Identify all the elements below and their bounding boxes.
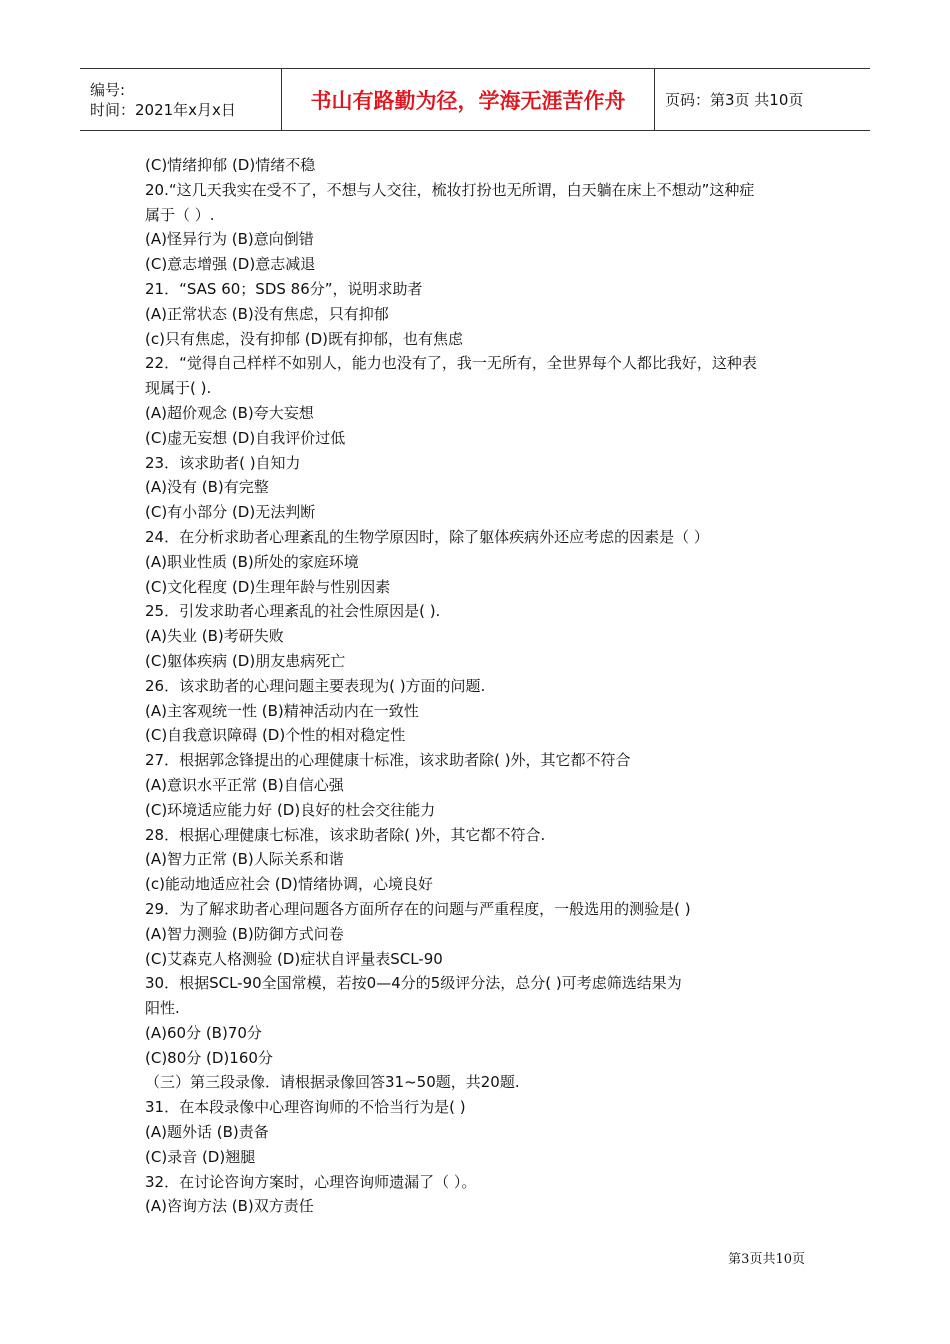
text-line: (c)只有焦虑，没有抑郁 (D)既有抑郁，也有焦虑	[145, 329, 463, 348]
text-line: 27．根据郭念锋提出的心理健康十标准，该求助者除( )外，其它都不符合	[145, 751, 631, 770]
text-line: (C)环境适应能力好 (D)良好的杜会交往能力	[145, 800, 436, 819]
text-line: (A)职业性质 (B)所处的家庭环境	[145, 552, 359, 571]
text-line: 25．引发求助者心理紊乱的社会性原因是( ).	[145, 602, 441, 621]
text-line: (A)怪异行为 (B)意向倒错	[145, 230, 314, 249]
header-page-label: 页码：第3页 共10页	[665, 91, 804, 109]
header-motto: 书山有路勤为径，学海无涯苦作舟	[281, 69, 655, 130]
document-number-label: 编号:	[90, 80, 126, 99]
text-line: 21．“SAS 60；SDS 86分”，说明求助者	[145, 279, 423, 298]
text-line: 30．根据SCL-90全国常模，若按0—4分的5级评分法，总分( )可考虑筛选结果为	[145, 974, 682, 993]
text-line: 28．根据心理健康七标准，该求助者除( )外，其它都不符合.	[145, 825, 546, 844]
text-line: 阳性.	[145, 999, 180, 1018]
header-meta	[80, 69, 281, 130]
text-line: (A)60分 (B)70分	[145, 1023, 262, 1042]
text-line: (A)正常状态 (B)没有焦虑，只有抑郁	[145, 304, 389, 323]
text-line: (c)能动地适应社会 (D)情绪协调，心境良好	[145, 875, 433, 894]
text-line: (C)躯体疾病 (D)朋友患病死亡	[145, 651, 346, 670]
text-line: (A)失业 (B)考研失败	[145, 627, 284, 646]
text-line: 属于（ ）.	[145, 205, 215, 224]
document-time-label: 时间：2021年x月x日	[90, 100, 236, 119]
text-line: (A)题外话 (B)责备	[145, 1123, 269, 1142]
text-line: (A)主客观统一性 (B)精神活动内在一致性	[145, 701, 419, 720]
text-line: (C)文化程度 (D)生理年龄与性别因素	[145, 577, 391, 596]
text-line: (A)意识水平正常 (B)自信心强	[145, 775, 344, 794]
document-body	[145, 153, 825, 1219]
text-line: 26．该求助者的心理问题主要表现为( )方面的问题.	[145, 676, 486, 695]
page-footer: 第3页共10页	[728, 1252, 805, 1267]
text-line: 20.“这几天我实在受不了，不想与人交往，梳妆打扮也无所谓，白天躺在床上不想动”这种症	[145, 180, 755, 199]
text-line: 29．为了解求助者心理问题各方面所存在的问题与严重程度，一般选用的测验是( )	[145, 899, 691, 918]
text-line: (C)情绪抑郁 (D)情绪不稳	[145, 156, 316, 174]
text-line: (A)智力正常 (B)人际关系和谐	[145, 850, 344, 869]
text-line: (C)有小部分 (D)无法判断	[145, 503, 316, 522]
text-line: 24．在分析求助者心理紊乱的生物学原因时，除了躯体疾病外还应考虑的因素是（ ）	[145, 527, 709, 546]
text-line: (A)没有 (B)有完整	[145, 478, 269, 497]
text-line: (C)自我意识障碍 (D)个性的相对稳定性	[145, 726, 406, 745]
text-line: 32．在讨论咨询方案时，心理咨询师遗漏了（ ）。	[145, 1172, 477, 1191]
text-line: （三）第三段录像．请根据录像回答31~50题，共20题.	[145, 1073, 520, 1092]
text-line: (C)意志增强 (D)意志减退	[145, 255, 316, 274]
text-line: (C)艾森克人格测验 (D)症状自评量表SCL-90	[145, 949, 443, 968]
text-line: (C)虚无妄想 (D)自我评价过低	[145, 428, 346, 447]
text-line: 31．在本段录像中心理咨询师的不恰当行为是( )	[145, 1098, 466, 1117]
text-line: (A)超价观念 (B)夸大妄想	[145, 403, 314, 422]
text-line: (C)80分 (D)160分	[145, 1048, 273, 1067]
text-line: 现属于( ).	[145, 379, 212, 398]
text-line: (A)咨询方法 (B)双方责任	[145, 1197, 314, 1216]
text-line: (C)录音 (D)翘腿	[145, 1147, 256, 1166]
text-line: 22．“觉得自己样样不如别人，能力也没有了，我一无所有，全世界每个人都比我好，这种表	[145, 354, 757, 373]
text-line: 23．该求助者( )自知力	[145, 453, 301, 472]
text-line: (A)智力测验 (B)防御方式问卷	[145, 924, 344, 943]
page-header	[80, 68, 870, 131]
